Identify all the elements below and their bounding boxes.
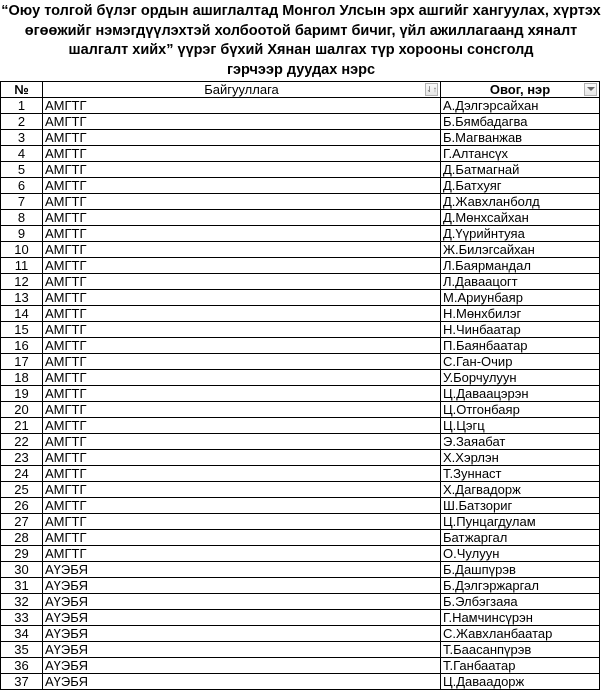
- table-row: [1, 626, 600, 642]
- chevron-down-icon: [587, 87, 595, 91]
- table-row: [1, 434, 600, 450]
- row-number[interactable]: 16: [1, 338, 43, 354]
- row-organization[interactable]: АМГТГ: [43, 274, 441, 290]
- table-row: [1, 194, 600, 210]
- sort-filter-icon[interactable]: ⇃↑: [426, 85, 437, 94]
- row-name[interactable]: Т.Зуннаст: [441, 466, 600, 482]
- row-name[interactable]: Б.Элбэгзаяа: [441, 594, 600, 610]
- header-row: [1, 82, 600, 98]
- row-organization[interactable]: АМГТГ: [43, 338, 441, 354]
- row-number[interactable]: 27: [1, 514, 43, 530]
- table-row: [1, 306, 600, 322]
- row-organization[interactable]: АҮЭБЯ: [43, 562, 441, 578]
- row-name[interactable]: П.Баянбаатар: [441, 338, 600, 354]
- row-number[interactable]: 23: [1, 450, 43, 466]
- row-number[interactable]: 31: [1, 578, 43, 594]
- row-name[interactable]: Б.Магванжав: [441, 130, 600, 146]
- row-number[interactable]: 6: [1, 178, 43, 194]
- row-organization[interactable]: АМГТГ: [43, 498, 441, 514]
- header-name-label: Овог, нэр: [489, 82, 551, 97]
- row-name[interactable]: Б.Дэлгэржаргал: [441, 578, 600, 594]
- row-number[interactable]: 4: [1, 146, 43, 162]
- table-row: [1, 514, 600, 530]
- row-organization[interactable]: АҮЭБЯ: [43, 594, 441, 610]
- row-name[interactable]: Ц.Отгонбаяр: [441, 402, 600, 418]
- table-row: [1, 418, 600, 434]
- row-organization[interactable]: АҮЭБЯ: [43, 610, 441, 626]
- row-name[interactable]: Т.Баасанпүрэв: [441, 642, 600, 658]
- dropdown-filter-icon[interactable]: [584, 83, 597, 96]
- row-number[interactable]: 20: [1, 402, 43, 418]
- table-body: [1, 98, 600, 690]
- table-row: [1, 402, 600, 418]
- table-row: [1, 210, 600, 226]
- table-row: [1, 578, 600, 594]
- row-number[interactable]: 13: [1, 290, 43, 306]
- row-name[interactable]: Т.Ганбаатар: [441, 658, 600, 674]
- row-number[interactable]: 5: [1, 162, 43, 178]
- table-row: [1, 98, 600, 114]
- row-number[interactable]: 24: [1, 466, 43, 482]
- row-name[interactable]: Э.Заяабат: [441, 434, 600, 450]
- row-name[interactable]: Ц.Пунцагдулам: [441, 514, 600, 530]
- row-number[interactable]: 12: [1, 274, 43, 290]
- row-organization[interactable]: АМГТГ: [43, 226, 441, 242]
- row-name[interactable]: Ц.Даваадорж: [441, 674, 600, 690]
- row-organization[interactable]: АҮЭБЯ: [43, 578, 441, 594]
- table-row: [1, 162, 600, 178]
- row-organization[interactable]: АМГТГ: [43, 306, 441, 322]
- row-organization[interactable]: АМГТГ: [43, 114, 441, 130]
- table-row: [1, 146, 600, 162]
- table-row: [1, 482, 600, 498]
- row-number[interactable]: 2: [1, 114, 43, 130]
- table-row: [1, 178, 600, 194]
- row-organization[interactable]: АМГТГ: [43, 530, 441, 546]
- table-row: [1, 466, 600, 482]
- row-number[interactable]: 9: [1, 226, 43, 242]
- row-name[interactable]: Д.Жавхланболд: [441, 194, 600, 210]
- table-row: [1, 658, 600, 674]
- row-name[interactable]: М.Ариунбаяр: [441, 290, 600, 306]
- row-name[interactable]: Х.Хэрлэн: [441, 450, 600, 466]
- row-number[interactable]: 32: [1, 594, 43, 610]
- table-row: [1, 290, 600, 306]
- row-number[interactable]: 18: [1, 370, 43, 386]
- row-organization[interactable]: АҮЭБЯ: [43, 626, 441, 642]
- row-organization[interactable]: АМГТГ: [43, 482, 441, 498]
- row-organization[interactable]: АМГТГ: [43, 514, 441, 530]
- row-number[interactable]: 36: [1, 658, 43, 674]
- row-name[interactable]: Л.Баярмандал: [441, 258, 600, 274]
- row-number[interactable]: 10: [1, 242, 43, 258]
- title-line: шалгалт хийх” үүрэг бүхий Хянан шалгах түр хорооны сонсголд: [68, 42, 534, 58]
- row-name[interactable]: Д.Үүрийнтуяа: [441, 226, 600, 242]
- header-org: [43, 82, 441, 98]
- row-number[interactable]: 29: [1, 546, 43, 562]
- row-name[interactable]: Ш.Батзориг: [441, 498, 600, 514]
- row-number[interactable]: 17: [1, 354, 43, 370]
- table-row: [1, 338, 600, 354]
- row-name[interactable]: Ж.Билэгсайхан: [441, 242, 600, 258]
- row-name[interactable]: Г.Намчинсүрэн: [441, 610, 600, 626]
- row-organization[interactable]: АМГТГ: [43, 194, 441, 210]
- table-row: [1, 258, 600, 274]
- row-number[interactable]: 33: [1, 610, 43, 626]
- table-row: [1, 498, 600, 514]
- row-number[interactable]: 21: [1, 418, 43, 434]
- title-line: өгөөжийг нэмэгдүүлэхтэй холбоотой баримт бичиг, үйл ажиллагаанд хяналт: [24, 22, 578, 39]
- table-row: [1, 386, 600, 402]
- row-organization[interactable]: АМГТГ: [43, 258, 441, 274]
- table-row: [1, 562, 600, 578]
- row-organization[interactable]: АМГТГ: [43, 162, 441, 178]
- header-num-label: №: [14, 82, 29, 97]
- row-name[interactable]: А.Дэлгэрсайхан: [441, 98, 600, 114]
- row-number[interactable]: 8: [1, 210, 43, 226]
- row-number[interactable]: 15: [1, 322, 43, 338]
- row-organization[interactable]: АМГТГ: [43, 418, 441, 434]
- table-row: [1, 642, 600, 658]
- table-row: [1, 114, 600, 130]
- row-organization[interactable]: АМГТГ: [43, 290, 441, 306]
- witness-table: [0, 81, 600, 690]
- table-row: [1, 130, 600, 146]
- row-organization[interactable]: АҮЭБЯ: [43, 658, 441, 674]
- table-row: [1, 594, 600, 610]
- header-name: [441, 82, 600, 98]
- row-name[interactable]: Д.Батмагнай: [441, 162, 600, 178]
- table-row: [1, 530, 600, 546]
- row-organization[interactable]: АҮЭБЯ: [43, 674, 441, 690]
- row-number[interactable]: 34: [1, 626, 43, 642]
- row-number[interactable]: 28: [1, 530, 43, 546]
- row-number[interactable]: 3: [1, 130, 43, 146]
- header-num: [1, 82, 43, 98]
- header-org-label: Байгууллага: [204, 82, 279, 97]
- row-name[interactable]: Б.Бямбадагва: [441, 114, 600, 130]
- row-name[interactable]: С.Жавхланбаатар: [441, 626, 600, 642]
- table-row: [1, 226, 600, 242]
- row-number[interactable]: 35: [1, 642, 43, 658]
- row-organization[interactable]: АМГТГ: [43, 146, 441, 162]
- row-organization[interactable]: АМГТГ: [43, 354, 441, 370]
- row-number[interactable]: 25: [1, 482, 43, 498]
- table-row: [1, 370, 600, 386]
- row-organization[interactable]: АМГТГ: [43, 466, 441, 482]
- row-organization[interactable]: АМГТГ: [43, 130, 441, 146]
- row-number[interactable]: 14: [1, 306, 43, 322]
- row-name[interactable]: Н.Мөнхбилэг: [441, 306, 600, 322]
- title-line: гэрчээр дуудах нэрс: [226, 61, 376, 78]
- row-organization[interactable]: АМГТГ: [43, 546, 441, 562]
- table-row: [1, 354, 600, 370]
- row-name[interactable]: Н.Чинбаатар: [441, 322, 600, 338]
- row-name[interactable]: Д.Батхуяг: [441, 178, 600, 194]
- row-name[interactable]: Б.Дашпүрэв: [441, 562, 600, 578]
- row-number[interactable]: 7: [1, 194, 43, 210]
- row-organization[interactable]: АМГТГ: [43, 370, 441, 386]
- row-organization[interactable]: АҮЭБЯ: [43, 642, 441, 658]
- row-number[interactable]: 19: [1, 386, 43, 402]
- row-organization[interactable]: АМГТГ: [43, 98, 441, 114]
- row-organization[interactable]: АМГТГ: [43, 242, 441, 258]
- row-name[interactable]: У.Борчулуун: [441, 370, 600, 386]
- row-organization[interactable]: АМГТГ: [43, 322, 441, 338]
- table-row: [1, 450, 600, 466]
- row-number[interactable]: 37: [1, 674, 43, 690]
- row-organization[interactable]: АМГТГ: [43, 210, 441, 226]
- table-row: [1, 546, 600, 562]
- row-name[interactable]: Батжаргал: [441, 530, 600, 546]
- row-organization[interactable]: АМГТГ: [43, 402, 441, 418]
- row-name[interactable]: Ц.Даваацэрэн: [441, 386, 600, 402]
- table-row: [1, 274, 600, 290]
- row-name[interactable]: Г.Алтансүх: [441, 146, 600, 162]
- row-organization[interactable]: АМГТГ: [43, 386, 441, 402]
- row-organization[interactable]: АМГТГ: [43, 178, 441, 194]
- table-row: [1, 610, 600, 626]
- row-organization[interactable]: АМГТГ: [43, 450, 441, 466]
- document-title: [0, 2, 602, 80]
- row-number[interactable]: 22: [1, 434, 43, 450]
- row-name[interactable]: О.Чулуун: [441, 546, 600, 562]
- row-name[interactable]: Х.Дагвадорж: [441, 482, 600, 498]
- table-row: [1, 674, 600, 690]
- row-name[interactable]: Л.Даваацогт: [441, 274, 600, 290]
- row-name[interactable]: Д.Мөнхсайхан: [441, 210, 600, 226]
- row-number[interactable]: 1: [1, 98, 43, 114]
- table-row: [1, 242, 600, 258]
- row-number[interactable]: 30: [1, 562, 43, 578]
- row-number[interactable]: 11: [1, 258, 43, 274]
- row-number[interactable]: 26: [1, 498, 43, 514]
- row-organization[interactable]: АМГТГ: [43, 434, 441, 450]
- title-line: “Оюу толгой бүлэг ордын ашиглалтад Монгол Улсын эрх ашгийг хангуулах, хүртэх: [1, 3, 601, 19]
- row-name[interactable]: С.Ган-Очир: [441, 354, 600, 370]
- table-row: [1, 322, 600, 338]
- row-name[interactable]: Ц.Цэгц: [441, 418, 600, 434]
